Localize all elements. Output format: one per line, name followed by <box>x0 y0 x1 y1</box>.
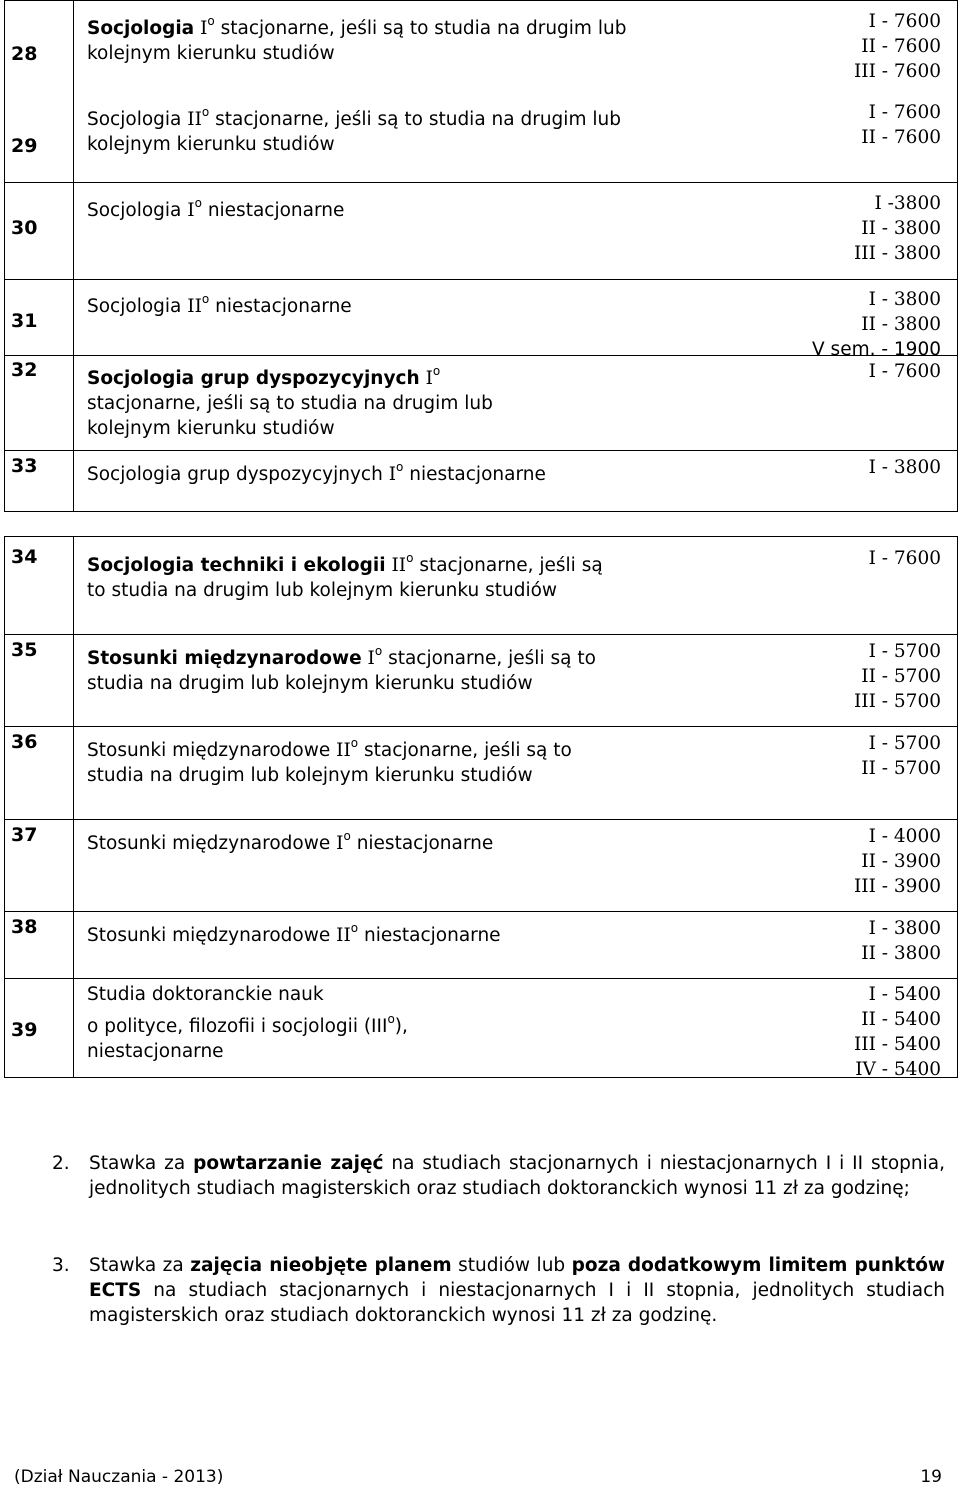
paragraph-2 <box>52 1151 945 1201</box>
row-number: 33 <box>11 455 38 477</box>
row-label: Stosunki międzynarodowe $I^o$ niestacjonarne <box>87 829 494 854</box>
row-label: Socjologia $II^o$ niestacjonarne <box>87 292 352 317</box>
row-number: 38 <box>11 916 38 938</box>
table-row <box>5 820 957 912</box>
paragraph-number: 3. <box>52 1255 70 1276</box>
table-row <box>5 1 957 93</box>
row-values: I - 7600 II - 7600 III - 7600 <box>853 11 941 82</box>
paragraph-text: Stawka za powtarzanie zajęć na studiach stacjonarnych i niestacjonarnych I i II stopnia, jednolitych studiach magisterskich oraz studiach doktoranckich wynosi 11 zł za godzinę; <box>89 1153 945 1199</box>
row-values: I - 7600 II - 7600 <box>861 102 941 148</box>
row-values: I - 4000 II - 3900 III - 3900 <box>853 826 941 897</box>
row-label: Socjologia grup dyspozycyjnych $I^o$ niestacjonarne <box>87 460 546 485</box>
table-row <box>5 280 957 360</box>
row-label: Stosunki międzynarodowe $I^o$ stacjonarne, jeśli są to studia na drugim lub kolejnym kierunku studiów <box>87 644 596 694</box>
table-row <box>5 635 957 727</box>
table-row <box>5 355 957 451</box>
row-label: Studia doktoranckie nauk o polityce, filozofii i socjologii (III$^o$), niestacjonarne <box>87 984 408 1062</box>
fees-table-1 <box>4 0 958 512</box>
row-number: 35 <box>11 639 38 661</box>
row-number: 30 <box>11 217 38 239</box>
row-label: Socjologia $I^o$ stacjonarne, jeśli są to studia na drugim lub kolejnym kierunku studiów <box>87 14 627 64</box>
table-row <box>5 537 957 635</box>
row-label: Socjologia grup dyspozycyjnych $I^o$ stacjonarne, jeśli są to studia na drugim lub kolejnym kierunku studiów <box>87 364 493 439</box>
row-values: I - 7600 <box>868 548 941 569</box>
paragraph-text: Stawka za zajęcia nieobjęte planem studiów lub poza dodatkowym limitem punktów ECTS na studiach stacjonarnych i niestacjonarnych I i II stopnia, jednolitych studiach magisterskich oraz studiach doktoranckich wynosi 11 zł za godzinę. <box>89 1255 945 1326</box>
row-values: I - 5700 II - 5700 III - 5700 <box>853 641 941 712</box>
table-row <box>5 727 957 820</box>
table-row <box>5 183 957 280</box>
row-values: I -3800 II - 3800 III - 3800 <box>853 193 941 264</box>
table-row <box>5 912 957 979</box>
row-number: 37 <box>11 824 38 846</box>
table-row <box>5 979 957 1080</box>
fees-table-2 <box>4 536 958 1078</box>
paragraph-number: 2. <box>52 1153 70 1174</box>
row-values: I - 3800 II - 3800 <box>861 918 941 964</box>
row-number: 29 <box>11 135 38 157</box>
row-number: 39 <box>11 1019 38 1041</box>
row-number: 32 <box>11 359 38 381</box>
row-number: 31 <box>11 310 38 332</box>
row-label: Stosunki międzynarodowe $II^o$ niestacjonarne <box>87 921 501 946</box>
row-values: I - 5700 II - 5700 <box>861 733 941 779</box>
row-number: 34 <box>11 546 38 568</box>
table-row <box>5 451 957 511</box>
page-number: 19 <box>920 1467 942 1487</box>
row-label: Socjologia techniki i ekologii $II^o$ stacjonarne, jeśli są to studia na drugim lub kolejnym kierunku studiów <box>87 551 603 601</box>
table-row <box>5 93 957 183</box>
row-number: 36 <box>11 731 38 753</box>
footer-source: (Dział Nauczania - 2013) <box>14 1467 224 1487</box>
row-label: Stosunki międzynarodowe $II^o$ stacjonarne, jeśli są to studia na drugim lub kolejnym kierunku studiów <box>87 736 572 786</box>
row-label: Socjologia $I^o$ niestacjonarne <box>87 196 345 221</box>
row-number: 28 <box>11 43 38 65</box>
row-label: Socjologia $II^o$ stacjonarne, jeśli są to studia na drugim lub kolejnym kierunku studiów <box>87 105 621 155</box>
row-values: I - 3800 II - 3800 V sem. - 1900 <box>812 289 941 360</box>
row-values: I - 5400 II - 5400 III - 5400 IV - 5400 <box>853 984 941 1080</box>
paragraph-3 <box>52 1253 945 1328</box>
row-values: I - 3800 <box>868 457 941 478</box>
row-values: I - 7600 <box>868 361 941 382</box>
